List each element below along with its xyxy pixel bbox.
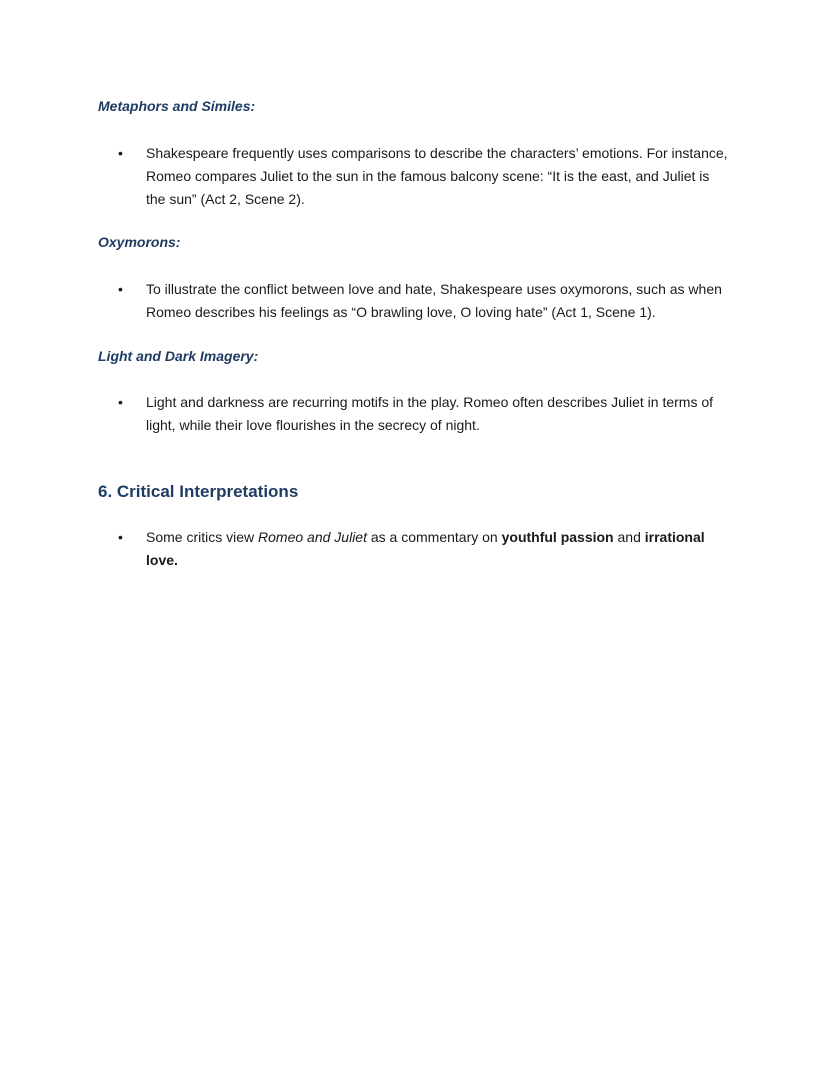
bullet-icon: •: [118, 529, 123, 545]
bullet-text-critical: [146, 526, 730, 572]
heading-light-dark-imagery: Light and Dark Imagery:: [98, 348, 259, 364]
text-segment: as a commentary on: [366, 529, 502, 545]
bullet-icon: •: [118, 281, 123, 297]
emphasis-youthful-passion: youthful passion: [501, 529, 614, 545]
text-segment: and: [613, 529, 645, 545]
heading-metaphors: Metaphors and Similes:: [98, 98, 256, 114]
heading-oxymorons: Oxymorons:: [98, 234, 181, 250]
text-segment: Some critics view: [146, 529, 259, 545]
bullet-text-imagery: Light and darkness are recurring motifs in the play. Romeo often describes Juliet in terms of light, while their love flourishes in the secrecy of night.: [146, 394, 714, 433]
emphasis-irrational-love: irrational love.: [146, 529, 705, 568]
bullet-icon: •: [118, 145, 123, 161]
play-title: Romeo and Juliet: [258, 529, 367, 545]
bullet-text-oxymorons: To illustrate the conflict between love and hate, Shakespeare uses oxymorons, such as when Romeo describes his feelings as “O brawling love, O loving hate” (Act 1, Scene 1).: [146, 281, 722, 320]
heading-critical-interpretations: 6. Critical Interpretations: [98, 482, 299, 501]
bullet-icon: •: [118, 394, 123, 410]
bullet-text-metaphors: Shakespeare frequently uses comparisons to describe the characters’ emotions. For instance, Romeo compares Juliet to the sun in the famous balcony scene: “It is the east, and Juliet is the sun” (Act 2, Scene 2).: [146, 145, 728, 207]
